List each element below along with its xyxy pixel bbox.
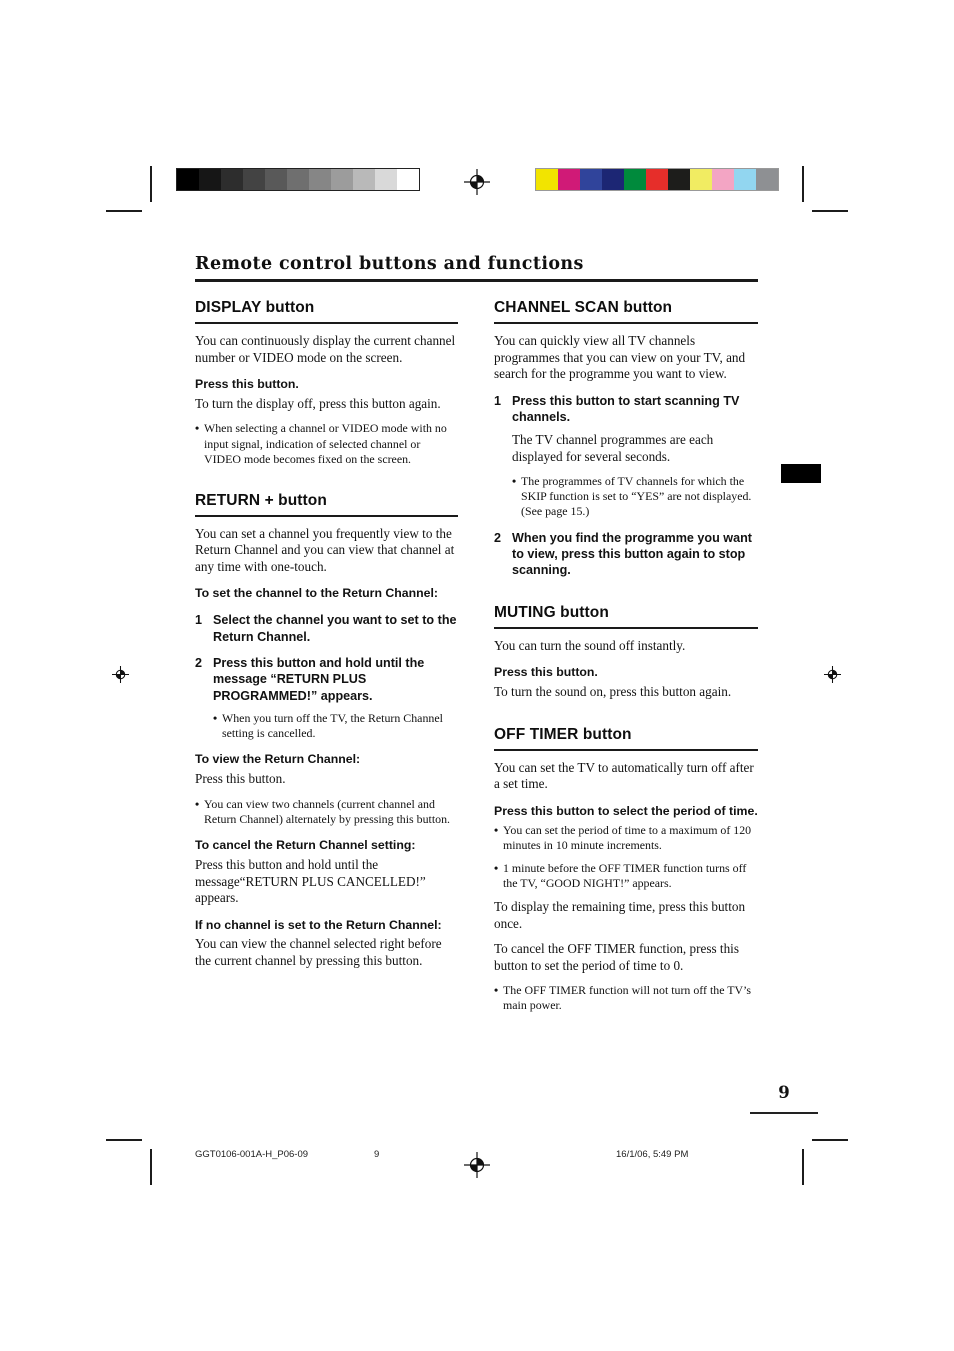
column-right [494,299,758,1038]
numbered-step [195,655,458,704]
bar-cell [536,169,558,190]
heading-rule [494,749,758,751]
step-text: Select the channel you want to set to the Return Channel. [213,613,457,644]
section-heading: RETURN + button [195,491,327,509]
registration-target-icon [824,666,841,683]
paragraph: You can continuously display the current channel number or VIDEO mode on the screen. [195,333,456,365]
crop-mark-bottom-left-h [106,1139,142,1141]
paragraph: The TV channel programmes are each displayed for several seconds. [512,432,714,464]
numbered-step [195,612,458,645]
bullet-icon: • [494,860,499,875]
bar-cell [353,169,375,190]
crop-mark-top-left-h [106,210,142,212]
step-text: Press this button to start scanning TV channels. [512,393,740,424]
section-muting-button [494,604,758,701]
bullet-text: When you turn off the TV, the Return Channel setting is cancelled. [222,711,443,741]
bar-cell [690,169,712,190]
bullet-icon: • [195,421,200,436]
registration-target-icon [112,666,129,683]
section-heading: CHANNEL SCAN button [494,299,673,316]
bullet-icon: • [494,983,499,998]
paragraph: Press this button and hold until the message“RETURN PLUS CANCELLED!” appears. [195,857,426,905]
step-number: 1 [195,613,203,628]
bullet-item [195,421,458,466]
bar-cell [712,169,734,190]
bullet-icon: • [494,822,499,837]
bar-cell [756,169,778,190]
crop-mark-top-left-v [150,166,152,202]
step-number: 2 [195,656,203,671]
bullet-item [494,861,758,891]
column-left [195,299,458,1038]
bullet-icon: • [512,474,517,489]
thumb-index-tab [781,464,821,483]
bar-cell [287,169,309,190]
bold-label: To view the Return Channel: [195,752,361,767]
numbered-step [494,393,758,426]
bar-cell [199,169,221,190]
bullet-text: 1 minute before the OFF TIMER function turns off the TV, “GOOD NIGHT!” appears. [503,860,747,890]
bold-label: To set the channel to the Return Channel: [195,586,438,601]
bar-cell [309,169,331,190]
crop-mark-bottom-right-h [812,1139,848,1141]
crop-mark-top-right-v [802,166,804,202]
bar-cell [331,169,353,190]
paragraph: You can quickly view all TV channels programmes that you can view on your TV, and search for the programme you want to view. [494,333,746,381]
footer-sheet-number: 9 [374,1149,380,1160]
two-column-layout [195,299,758,1038]
bar-cell [375,169,397,190]
step-number: 2 [494,530,502,545]
bar-cell [558,169,580,190]
bar-cell [602,169,624,190]
bar-cell [580,169,602,190]
production-footer [0,1149,954,1163]
heading-rule [195,515,458,517]
paragraph: To display the remaining time, press this button once. [494,899,746,931]
bullet-text: You can view two channels (current channel and Return Channel) alternately by pressing this button. [204,796,451,826]
paragraph: Press this button. [195,771,286,787]
page-content [195,254,758,1038]
paragraph: You can turn the sound off instantly. [494,637,686,653]
bar-cell [397,169,419,190]
section-heading: OFF TIMER button [494,725,632,743]
bold-label: If no channel is set to the Return Channel: [195,917,442,932]
bar-cell [734,169,756,190]
bar-cell [177,169,199,190]
section-display-button [195,299,458,467]
bullet-icon: • [195,796,200,811]
bar-cell [265,169,287,190]
bullet-text: When selecting a channel or VIDEO mode with no input signal, indication of selected channel or VIDEO mode becomes fixed on the screen. [204,421,447,466]
bullet-icon: • [213,711,218,726]
section-channel-scan-button [494,299,758,579]
paragraph: You can set a channel you frequently view to the Return Channel and you can view that channel at any time with one-touch. [195,525,455,574]
section-heading: DISPLAY button [195,299,315,316]
step-text: Press this button and hold until the message “RETURN PLUS PROGRAMMED!” appears. [213,656,425,703]
page-title: Remote control buttons and functions [195,254,584,274]
bullet-text: The programmes of TV channels for which the SKIP function is set to “YES” are not displayed. (See page 15.) [521,474,752,519]
bullet-item [213,711,458,741]
crop-mark-top-right-h [812,210,848,212]
bold-label: Press this button. [195,377,299,391]
page-number: 9 [778,1083,790,1102]
registration-target-icon [464,169,490,195]
paragraph: You can view the channel selected right before the current channel by pressing this button. [195,936,442,968]
bold-label: Press this button. [494,665,598,680]
bold-label: Press this button to select the period of time. [494,803,758,818]
paragraph: You can set the TV to automatically turn off after a set time. [494,759,754,792]
bullet-item [494,983,758,1013]
color-bar [535,168,779,191]
paragraph: To turn the display off, press this button again. [195,395,441,411]
section-return-plus-button [195,492,458,970]
bar-cell [624,169,646,190]
page-number-block [750,1083,818,1114]
bullet-text: You can set the period of time to a maximum of 120 minutes in 10 minute increments. [503,822,752,852]
bullet-item [195,797,458,827]
heading-rule [494,322,758,324]
paragraph: To cancel the OFF TIMER function, press this button to set the period of time to 0. [494,941,739,973]
paragraph: To turn the sound on, press this button again. [494,684,732,700]
bar-cell [646,169,668,190]
bar-cell [668,169,690,190]
heading-rule [494,627,758,629]
heading-rule [195,322,458,324]
bar-cell [221,169,243,190]
title-rule [195,279,758,282]
section-heading: MUTING button [494,603,609,621]
step-text: When you find the programme you want to view, press this button again to stop scanning. [512,530,752,578]
step-number: 1 [494,393,502,408]
bar-cell [243,169,265,190]
bold-label: To cancel the Return Channel setting: [195,838,416,853]
footer-job-id: GGT0106-001A-H_P06-09 [195,1149,309,1160]
bullet-text: The OFF TIMER function will not turn off the TV’s main power. [503,983,752,1013]
grayscale-bar [176,168,420,191]
footer-timestamp: 16/1/06, 5:49 PM [616,1149,689,1160]
section-off-timer-button [494,726,758,1014]
bullet-item [494,823,758,853]
numbered-step [494,530,758,579]
bullet-item [512,474,758,519]
